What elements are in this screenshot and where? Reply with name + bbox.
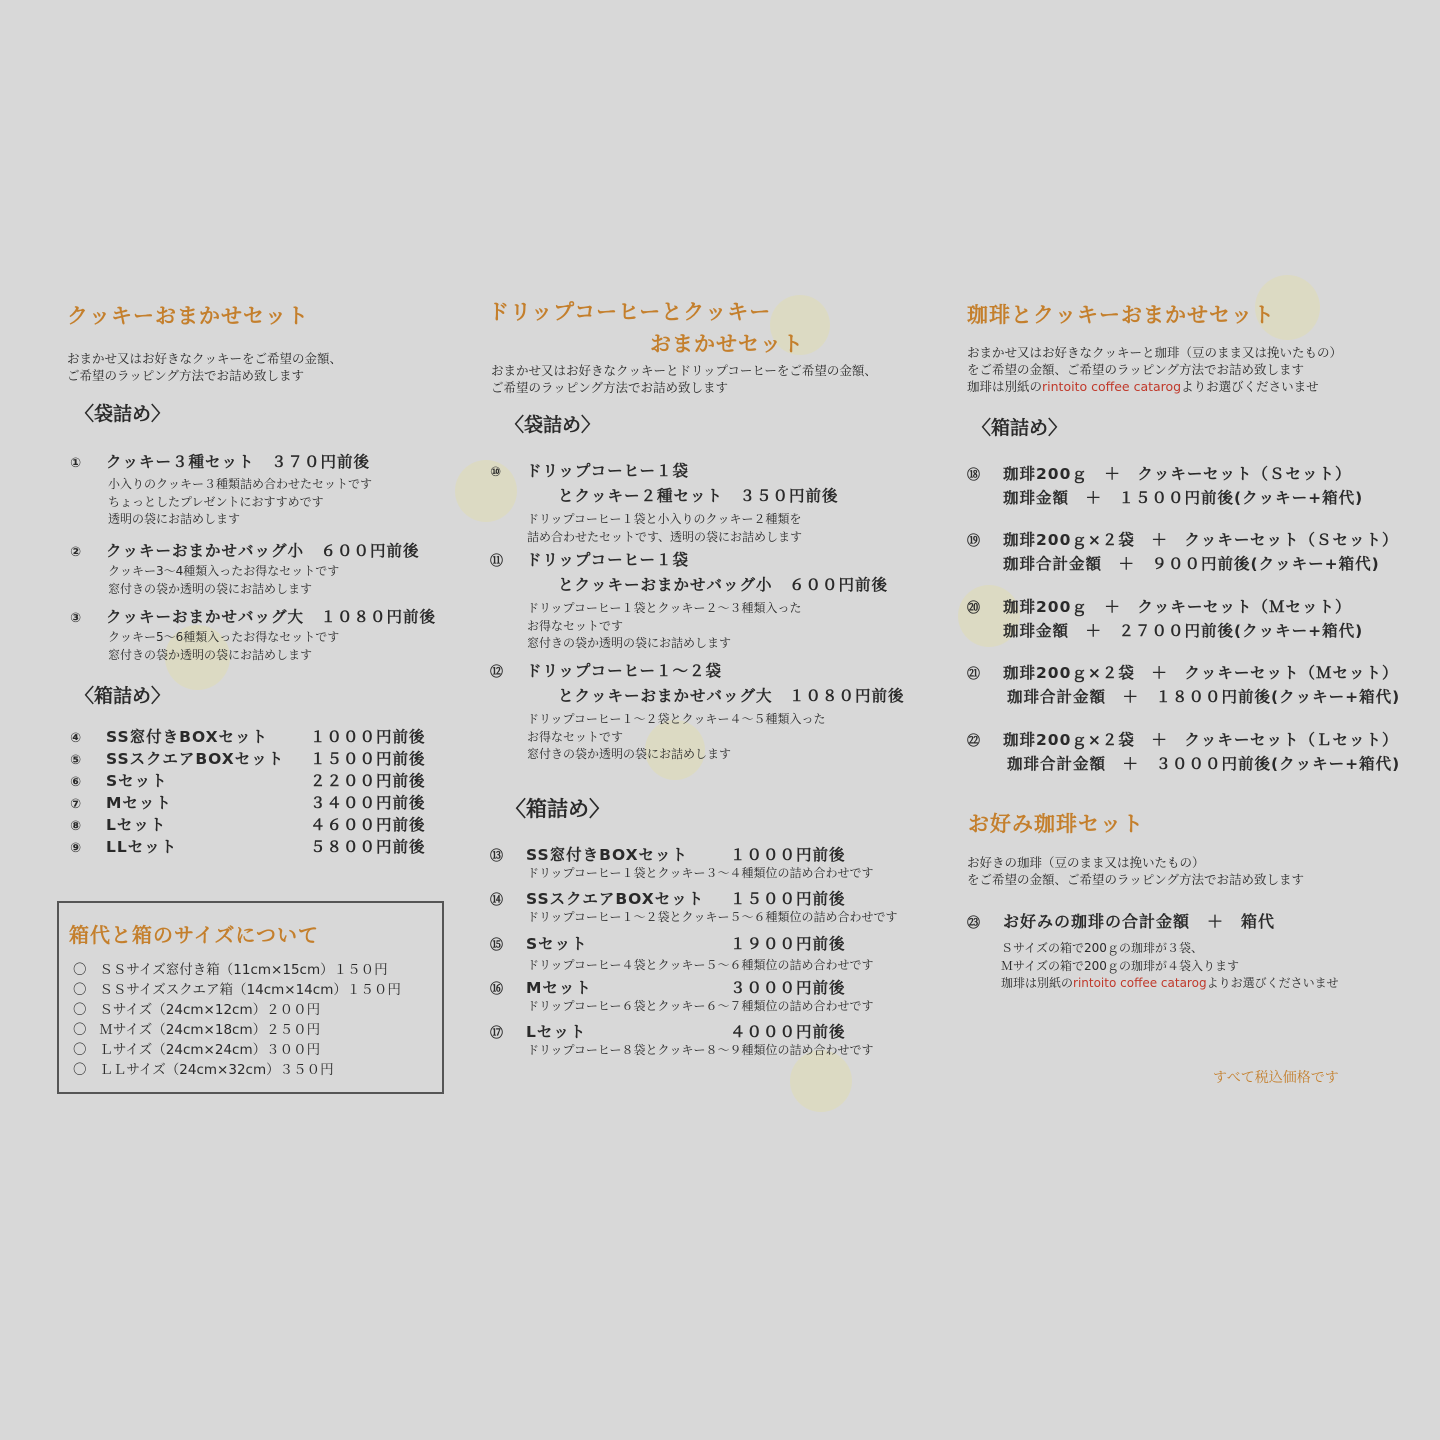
- box-size-title: 箱代と箱のサイズについて: [69, 923, 319, 947]
- favorite-coffee-desc: Ｓサイズの箱で200ｇの珈琲が３袋、 Ｍサイズの箱で200ｇの珈琲が４袋入ります 珈琲は別紙のrintoito coffee catarogよりお選びくださいませ: [1001, 941, 1339, 990]
- list-item: ⑫ ドリップコーヒー１〜２袋 とクッキーおまかせバッグ大 １０８０円前後 ドリップコーヒー１〜２袋とクッキー４〜５種類入った お得なセットです 窓付きの袋か透明の袋にお詰めします: [490, 662, 905, 761]
- bag-heading: 〈袋詰め〉: [505, 414, 601, 436]
- favorite-coffee-title: お好み珈琲セット: [968, 812, 1144, 836]
- drip-set-title-2: おまかせセット: [650, 332, 804, 356]
- tax-note: すべて税込価格です: [1213, 1070, 1339, 1086]
- box-heading: 〈箱詰め〉: [505, 797, 610, 821]
- list-item: ⑭ SSスクエアBOXセット １５００円前後 ドリップコーヒー１〜２袋とクッキー５〜６種類位の詰め合わせです: [490, 890, 898, 924]
- catalog-link[interactable]: rintoito coffee catarog: [1042, 379, 1182, 394]
- bag-heading: 〈袋詰め〉: [75, 403, 171, 425]
- coffee-set-intro: おまかせ又はお好きなクッキーと珈琲（豆のまま又は挽いたもの） をご希望の金額、ご希望のラッピング方法でお詰め致します 珈琲は別紙のrintoito coffee catarogよりお選びくださいませ: [967, 345, 1343, 394]
- catalog-link[interactable]: rintoito coffee catarog: [1073, 976, 1207, 990]
- table-row: ⑤ SSスクエアBOXセット １５００円前後: [70, 750, 426, 768]
- box-size-panel: [57, 901, 444, 1094]
- list-item: ⑱ 珈琲200ｇ ＋ クッキーセット（Ｓセット） 珈琲金額 ＋ １５００円前後(クッキー+箱代): [967, 465, 1364, 507]
- list-item: ② クッキーおまかせバッグ小 ６００円前後 クッキー3〜4種類入ったお得なセットです 窓付きの袋か透明の袋にお詰めします: [70, 542, 420, 596]
- list-item: ⑲ 珈琲200ｇ×２袋 ＋ クッキーセット（Ｓセット） 珈琲合計金額 ＋ ９００円前後(クッキー+箱代): [967, 531, 1399, 573]
- table-row: ⑧ Lセット ４６００円前後: [70, 816, 426, 834]
- table-row: ④ SS窓付きBOXセット １０００円前後: [70, 728, 426, 746]
- list-item: ⑪ ドリップコーヒー１袋 とクッキーおまかせバッグ小 ６００円前後 ドリップコーヒー１袋とクッキー２〜３種類入った お得なセットです 窓付きの袋か透明の袋にお詰めします: [490, 551, 889, 650]
- table-row: ⑦ Mセット ３４００円前後: [70, 794, 426, 812]
- cookie-set-intro: おまかせ又はお好きなクッキーをご希望の金額、 ご希望のラッピング方法でお詰め致します: [67, 351, 343, 383]
- list-item: ⑳ 珈琲200ｇ ＋ クッキーセット（Ｍセット） 珈琲金額 ＋ ２７００円前後(クッキー+箱代): [967, 598, 1364, 640]
- list-item: ⑯ Mセット ３０００円前後 ドリップコーヒー６袋とクッキー６〜７種類位の詰め合わせです: [490, 979, 874, 1013]
- favorite-coffee-intro: お好きの珈琲（豆のまま又は挽いたもの） をご希望の金額、ご希望のラッピング方法でお詰め致します: [967, 855, 1305, 887]
- list-item: ㉑ 珈琲200ｇ×２袋 ＋ クッキーセット（Ｍセット） 珈琲合計金額 ＋ １８００円前後(クッキー+箱代): [967, 664, 1401, 706]
- box-size-list: 〇 ＳＳサイズ窓付き箱（11cm×15cm）１５０円 〇 ＳＳサイズスクエア箱（14cm×14cm）１５０円 〇 Ｓサイズ（24cm×12cm）２００円 〇 Ｍサイズ（24cm×18cm）２５０円 〇 Ｌサイズ（24cm×24cm）３００円 〇 ＬＬサイズ（24cm×32cm）３５０円: [73, 962, 401, 1078]
- cookie-set-title: クッキーおまかせセット: [67, 304, 309, 328]
- list-item: ① クッキー３種セット ３７０円前後 小入りのクッキー３種類詰め合わせたセットです ちょっとしたプレゼントにおすすめです 透明の袋にお詰めします: [70, 453, 373, 526]
- list-item: ⑬ SS窓付きBOXセット １０００円前後 ドリップコーヒー１袋とクッキー３〜４種類位の詰め合わせです: [490, 846, 874, 880]
- drip-set-intro: おまかせ又はお好きなクッキーとドリップコーヒーをご希望の金額、 ご希望のラッピング方法でお詰め致します: [491, 363, 877, 395]
- list-item: ③ クッキーおまかせバッグ大 １０８０円前後 クッキー5〜6種類入ったお得なセットです 窓付きの袋か透明の袋にお詰めします: [70, 608, 437, 662]
- box-price-list: [70, 726, 426, 858]
- list-item: ⑰ Lセット ４０００円前後 ドリップコーヒー８袋とクッキー８〜９種類位の詰め合わせです: [490, 1023, 874, 1057]
- table-row: ⑨ LLセット ５８００円前後: [70, 838, 426, 856]
- list-item: ⑩ ドリップコーヒー１袋 とクッキー２種セット ３５０円前後 ドリップコーヒー１袋と小入りのクッキー２種類を 詰め合わせたセットです、透明の袋にお詰めします: [490, 462, 839, 544]
- drip-set-title: ドリップコーヒーとクッキー: [488, 300, 772, 324]
- list-item: ⑮ Sセット １９００円前後 ドリップコーヒー４袋とクッキー５〜６種類位の詰め合わせです: [490, 935, 874, 972]
- table-row: ⑥ Sセット ２２００円前後: [70, 772, 426, 790]
- box-heading: 〈箱詰め〉: [75, 685, 171, 707]
- box-heading: 〈箱詰め〉: [972, 417, 1068, 439]
- list-item: ㉒ 珈琲200ｇ×２袋 ＋ クッキーセット（Ｌセット） 珈琲合計金額 ＋ ３０００円前後(クッキー+箱代): [967, 731, 1401, 773]
- coffee-set-title: 珈琲とクッキーおまかせセット: [967, 303, 1275, 327]
- list-item: ㉓ お好みの珈琲の合計金額 ＋ 箱代: [967, 912, 1276, 931]
